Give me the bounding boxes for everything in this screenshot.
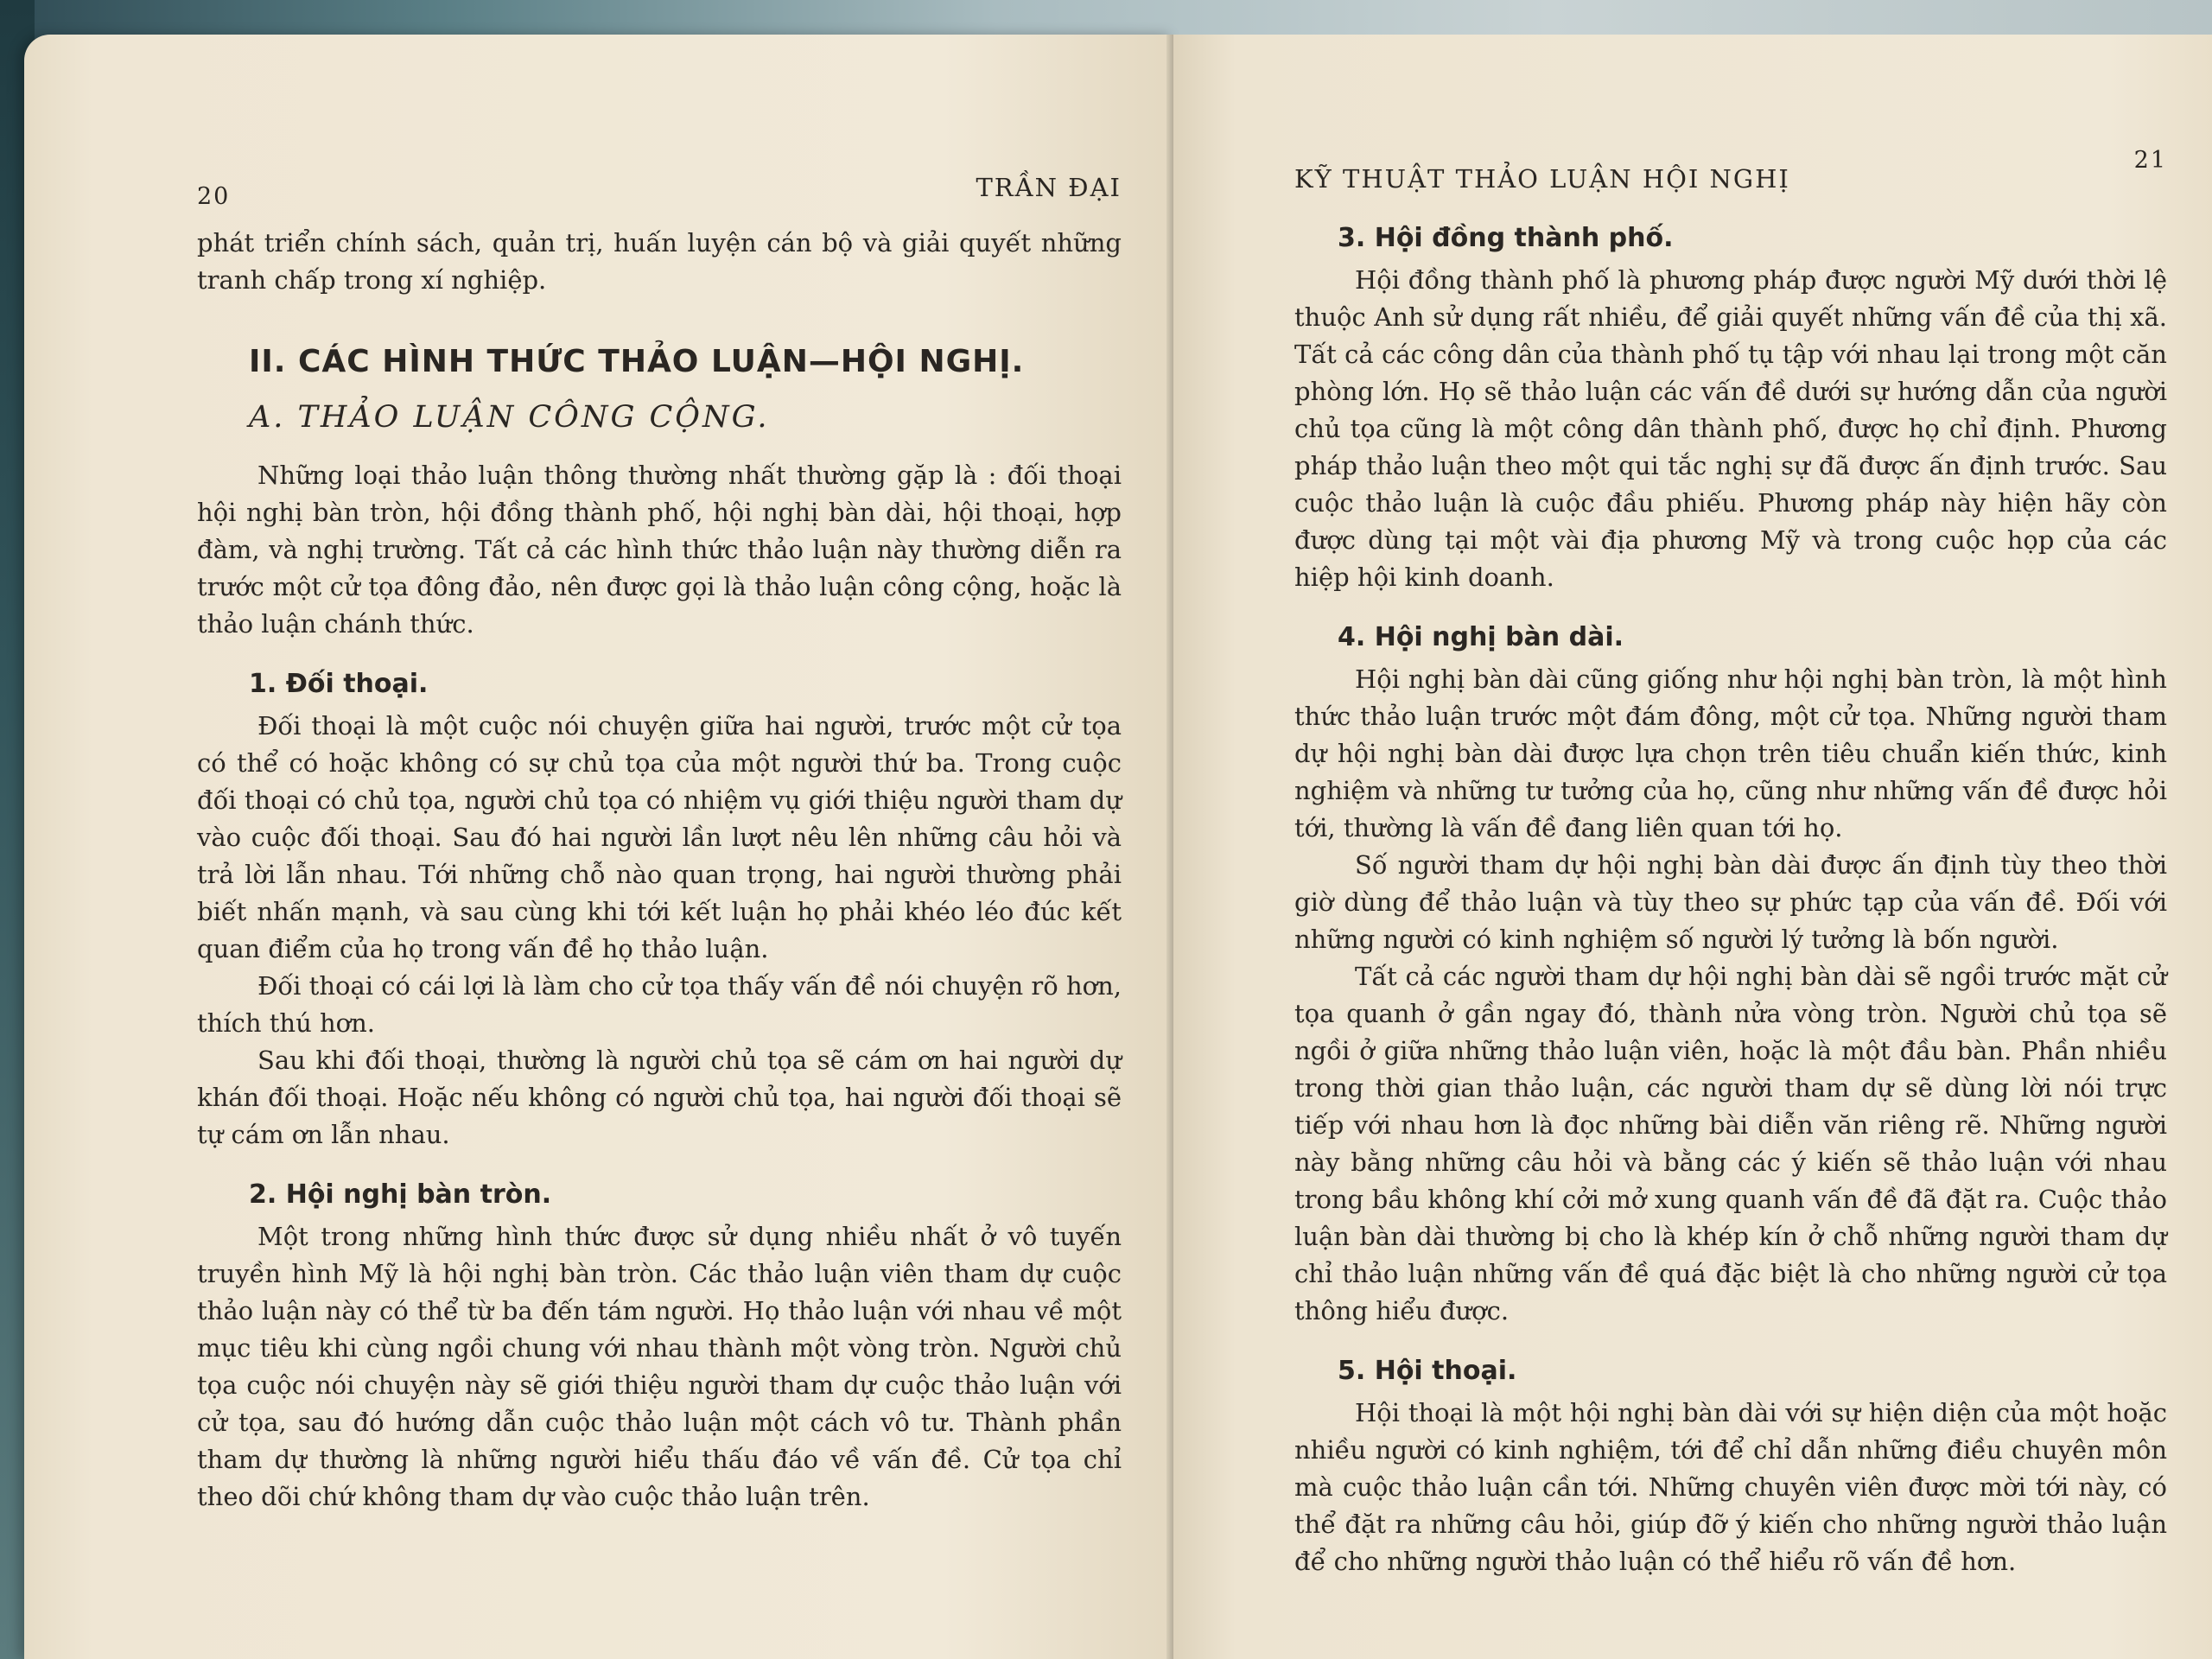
subheading-hoi-nghi-ban-tron: 2. Hội nghị bàn tròn.: [249, 1179, 552, 1210]
left-page-number: 20: [197, 183, 231, 210]
subheading-hoi-nghi-ban-dai: 4. Hội nghị bàn dài.: [1338, 622, 1624, 652]
hoi-dong-thanh-pho-paragraph: Hội đồng thành phố là phương pháp được người Mỹ dưới thời lệ thuộc Anh sử dụng rất nhiều, để giải quyết những vấn đề của thị xã. Tất cả các công dân của thành phố tụ tập với nhau lại trong một căn phòng lớn. Họ sẽ thảo luận các vấn đề dưới sự hướng dẫn của người chủ tọa cũng là một công dân thành phố, được họ chỉ định. Phương pháp thảo luận theo một qui tắc nghị sự đã được ấn định trước. Sau cuộc thảo luận là cuộc đầu phiếu. Phương pháp này hiện hãy còn được dùng tại một vài địa phương Mỹ và trong cuộc họp của các hiệp hội kinh doanh.: [1294, 265, 2167, 592]
hoi-nghi-ban-tron-paragraph: Một trong những hình thức được sử dụng nhiều nhất ở vô tuyến truyền hình Mỹ là hội nghị bàn tròn. Các thảo luận viên tham dự cuộc thảo luận này có thể từ ba đến tám người. Họ thảo luận với nhau về một mục tiêu khi cùng ngồi chung với nhau thành một vòng tròn. Người chủ tọa cuộc nói chuyện này sẽ giới thiệu người tham dự cuộc thảo luận với cử tọa, sau đó hướng dẫn cuộc thảo luận một cách vô tư. Thành phần tham dự thường là những người hiểu thấu đáo về vấn đề. Cử tọa chỉ theo dõi chứ không tham dự vào cuộc thảo luận trên.: [197, 1222, 1122, 1511]
right-page: [1173, 35, 2212, 1659]
left-running-header: [197, 173, 1122, 225]
subheading-hoi-thoai: 5. Hội thoại.: [1338, 1356, 1517, 1386]
section-title: A. THẢO LUẬN CÔNG CỘNG.: [249, 400, 770, 435]
left-page-content: [197, 35, 1122, 1516]
doi-thoai-paragraph-3: Sau khi đối thoại, thường là người chủ tọa sẽ cám ơn hai người dự khán đối thoại. Hoặc nếu không có người chủ tọa, hai người đối thoại sẽ tự cám ơn lẫn nhau.: [197, 1046, 1122, 1149]
left-intro-paragraph: phát triển chính sách, quản trị, huấn luyện cán bộ và giải quyết những tranh chấp trong xí nghiệp.: [197, 228, 1122, 295]
hoi-thoai-paragraph: Hội thoại là một hội nghị bàn dài với sự hiện diện của một hoặc nhiều người có kinh nghiệm, tới để chỉ dẫn những điều chuyên môn mà cuộc thảo luận cần tới. Những chuyên viên được mời tới này, có thể đặt ra những câu hỏi, giúp đỡ ý kiến cho những người thảo luận để cho những người thảo luận có thể hiểu rõ vấn đề hơn.: [1294, 1398, 2167, 1576]
left-page: [24, 35, 1173, 1659]
hoi-nghi-ban-dai-paragraph-3: Tất cả các người tham dự hội nghị bàn dài sẽ ngồi trước mặt cử tọa quanh ở gần ngay đó, thành nửa vòng tròn. Người chủ tọa sẽ ngồi ở giữa những thảo luận viên, hoặc là một đầu bàn. Phần nhiều trong thời gian thảo luận, các người tham dự sẽ dùng lời nói trực tiếp với nhau hơn là đọc những bài diễn văn riêng rẽ. Những người này bằng những câu hỏi và bằng các ý kiến sẽ thảo luận với nhau trong bầu không khí cởi mở xung quanh vấn đề đã đặt ra. Cuộc thảo luận bàn dài thường bị cho là khép kín ở chỗ những người tham dự chỉ thảo luận những vấn đề quá đặc biệt là cho những người cử tọa thông hiểu được.: [1294, 962, 2167, 1325]
hoi-nghi-ban-dai-paragraph-2: Số người tham dự hội nghị bàn dài được ấn định tùy theo thời giờ dùng để thảo luận và tùy theo sự phức tạp của vấn đề. Đối với những người có kinh nghiệm số người lý tưởng là bốn người.: [1294, 850, 2167, 954]
doi-thoai-paragraph-2: Đối thoại có cái lợi là làm cho cử tọa thấy vấn đề nói chuyện rõ hơn, thích thú hơn.: [197, 971, 1122, 1038]
subheading-hoi-dong-thanh-pho: 3. Hội đồng thành phố.: [1338, 223, 1674, 253]
subheading-doi-thoai: 1. Đối thoại.: [249, 669, 429, 699]
right-running-head-title: KỸ THUẬT THẢO LUẬN HỘI NGHỊ: [1294, 164, 1790, 194]
chapter-title: II. CÁC HÌNH THỨC THẢO LUẬN—HỘI NGHỊ.: [249, 344, 1025, 379]
section-paragraph: Những loại thảo luận thông thường nhất thường gặp là : đối thoại hội nghị bàn tròn, hội đồng thành phố, hội nghị bàn dài, hội thoại, hợp đàm, và nghị trường. Tất cả các hình thức thảo luận này thường diễn ra trước một cử tọa đông đảo, nên được gọi là thảo luận công cộng, hoặc là thảo luận chánh thức.: [197, 461, 1122, 639]
right-page-content: [1294, 35, 2167, 1580]
left-running-head-title: TRẦN ĐẠI: [976, 173, 1122, 202]
right-running-header: [1294, 147, 2167, 216]
doi-thoai-paragraph-1: Đối thoại là một cuộc nói chuyện giữa hai người, trước một cử tọa có thể có hoặc không có sự chủ tọa của một người thứ ba. Trong cuộc đối thoại có chủ tọa, người chủ tọa có nhiệm vụ giới thiệu người tham dự vào cuộc đối thoại. Sau đó hai người lần lượt nêu lên những câu hỏi và trả lời lẫn nhau. Tới những chỗ nào quan trọng, hai người thường phải biết nhấn mạnh, và sau cùng khi tới kết luận họ phải khéo léo đúc kết quan điểm của họ trong vấn đề họ thảo luận.: [197, 711, 1122, 963]
hoi-nghi-ban-dai-paragraph-1: Hội nghị bàn dài cũng giống như hội nghị bàn tròn, là một hình thức thảo luận trước một đám đông, một cử tọa. Những người tham dự hội nghị bàn dài được lựa chọn trên tiêu chuẩn kiến thức, kinh nghiệm và những tư tưởng của họ, cũng như những vấn đề được hỏi tới, thường là vấn đề đang liên quan tới họ.: [1294, 664, 2167, 842]
right-page-number: 21: [2133, 147, 2167, 174]
